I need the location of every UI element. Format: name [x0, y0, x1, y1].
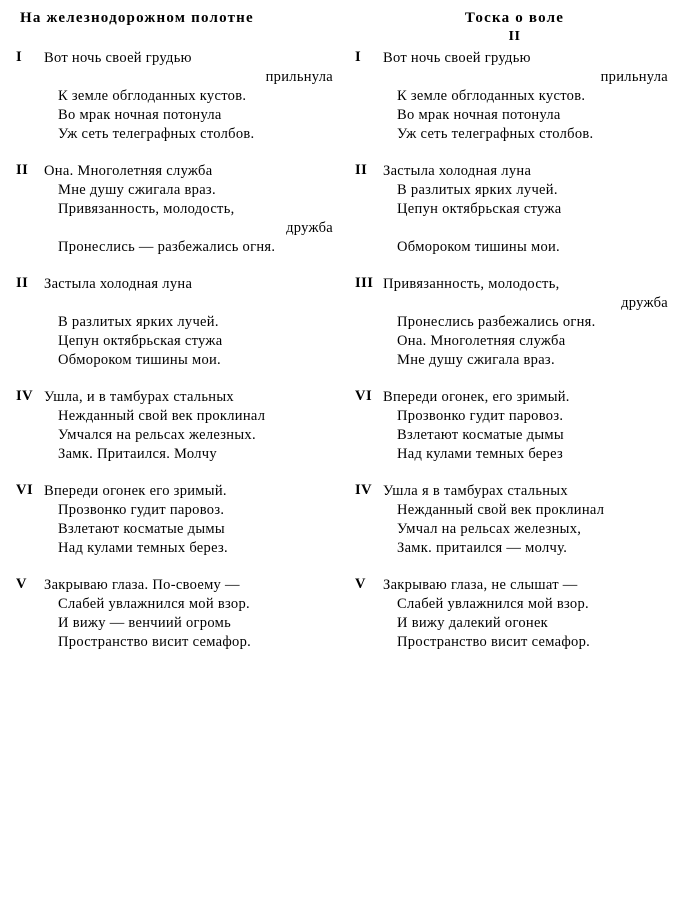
poem-line: Нежданный свой век проклинал	[397, 502, 605, 518]
stanza-number: IV	[355, 482, 373, 498]
poem-line: Уж сеть телеграфных столбов.	[397, 126, 594, 142]
poem-line: Застыла холодная луна	[383, 163, 532, 179]
poem-title-right: Тоска о воле	[464, 10, 565, 26]
stanza-number: VI	[16, 482, 34, 498]
stanza-lines	[44, 576, 339, 652]
stanza-number: I	[16, 49, 23, 65]
stanza	[355, 576, 674, 652]
stanza-number: V	[355, 576, 366, 592]
stanza	[16, 275, 339, 370]
stanza-number: II	[355, 162, 368, 178]
poem-line: Пронеслись — разбежались огня.	[58, 239, 276, 255]
stanza-lines	[44, 388, 339, 464]
poem-line: Вот ночь своей грудью	[44, 50, 192, 66]
stanza-lines	[383, 275, 674, 370]
stanza-number: VI	[355, 388, 373, 404]
stanza	[16, 576, 339, 652]
stanza	[355, 482, 674, 558]
poem-line: Над кулами темных берез	[397, 446, 564, 462]
poem-line: Она. Многолетняя служба	[44, 163, 213, 179]
poem-column-right	[343, 10, 678, 890]
stanza-list-left	[16, 49, 339, 652]
poem-line: Мне душу сжигала враз.	[397, 352, 555, 368]
poem-line: Мне душу сжигала враз.	[58, 182, 216, 198]
stanza-lines	[44, 482, 339, 558]
stanza-number: IV	[16, 388, 34, 404]
stanza	[355, 388, 674, 464]
stanza	[16, 482, 339, 558]
poem-line: Нежданный свой век проклинал	[58, 408, 266, 424]
stanza-lines	[383, 49, 674, 144]
poem-line: Пространство висит семафор.	[58, 634, 252, 650]
stanza-lines	[383, 576, 674, 652]
stanza-lines	[44, 162, 339, 257]
poem-line: К земле обглоданных кустов.	[397, 88, 586, 104]
stanza-lines	[383, 162, 674, 257]
stanza-lines	[44, 275, 339, 370]
poem-line: Ушла я в тамбурах стальных	[383, 483, 568, 499]
poem-line: Закрываю глаза, не слышат —	[383, 577, 578, 593]
poem-line: Застыла холодная луна	[44, 276, 193, 292]
poem-column-left	[8, 10, 343, 890]
title-spacer-left	[16, 29, 339, 49]
stanza-number: III	[355, 275, 374, 291]
stanza	[355, 162, 674, 257]
poem-line: Ушла, и в тамбурах стальных	[44, 389, 234, 405]
poem-line: Замк. притаился — молчу.	[397, 540, 568, 556]
poem-line: Во мрак ночная потонула	[397, 107, 561, 123]
poem-line: Обмороком тишины мои.	[397, 239, 560, 255]
poem-line: Во мрак ночная потонула	[58, 107, 222, 123]
poem-line: Над кулами темных берез.	[58, 540, 228, 556]
poem-line: Вот ночь своей грудью	[383, 50, 531, 66]
poem-line: Впереди огонек его зримый.	[44, 483, 227, 499]
poem-line	[44, 294, 339, 313]
stanza	[16, 162, 339, 257]
stanza-number: II	[16, 275, 29, 291]
poem-line: И вижу — венчиий огромь	[58, 615, 231, 631]
poem-subtitle-right: II	[508, 29, 521, 44]
stanza-number: II	[16, 162, 29, 178]
stanza-list-right	[355, 49, 674, 652]
poem-line: Привязанность, молодость,	[383, 276, 560, 292]
poem-line: Слабей увлажнился мой взор.	[397, 596, 589, 612]
poem-line: Умчался на рельсах железных.	[58, 427, 256, 443]
stanza-lines	[44, 49, 339, 144]
stanza	[16, 49, 339, 144]
stanza-number: I	[355, 49, 362, 65]
poem-line: Закрываю глаза. По-своему —	[44, 577, 240, 593]
poem-line: В разлитых ярких лучей.	[58, 314, 219, 330]
poem-line: Пронеслись разбежались огня.	[397, 314, 596, 330]
poem-line: прильнула	[600, 69, 668, 85]
poem-line: прильнула	[265, 69, 333, 85]
poem-title-left: На железнодорожном полотне	[20, 10, 254, 26]
poem-line: Впереди огонек, его зримый.	[383, 389, 570, 405]
poem-line: дружба	[286, 220, 333, 236]
stanza-number: V	[16, 576, 27, 592]
poem-line: Прозвонко гудит паровоз.	[397, 408, 564, 424]
poem-line: Цепун октябрьская стужа	[58, 333, 223, 349]
stanza	[355, 49, 674, 144]
poem-line: Пространство висит семафор.	[397, 634, 591, 650]
poem-line: дружба	[621, 295, 668, 311]
stanza-lines	[383, 388, 674, 464]
poem-line: Прозвонко гудит паровоз.	[58, 502, 225, 518]
poem-line	[383, 219, 674, 238]
stanza	[355, 275, 674, 370]
poem-line: К земле обглоданных кустов.	[58, 88, 247, 104]
poem-line: В разлитых ярких лучей.	[397, 182, 558, 198]
poem-line: Умчал на рельсах железных,	[397, 521, 582, 537]
poem-line: Обмороком тишины мои.	[58, 352, 221, 368]
poem-line: Замк. Притаился. Молчу	[58, 446, 217, 462]
poem-line: Цепун октябрьская стужа	[397, 201, 562, 217]
poem-line: Она. Многолетняя служба	[397, 333, 566, 349]
poem-line: Привязанность, молодость,	[58, 201, 235, 217]
stanza	[16, 388, 339, 464]
poem-line: Уж сеть телеграфных столбов.	[58, 126, 255, 142]
poem-line: Взлетают косматые дымы	[397, 427, 564, 443]
stanza-lines	[383, 482, 674, 558]
poem-line: Слабей увлажнился мой взор.	[58, 596, 250, 612]
poem-line: Взлетают косматые дымы	[58, 521, 225, 537]
poem-line: И вижу далекий огонек	[397, 615, 549, 631]
